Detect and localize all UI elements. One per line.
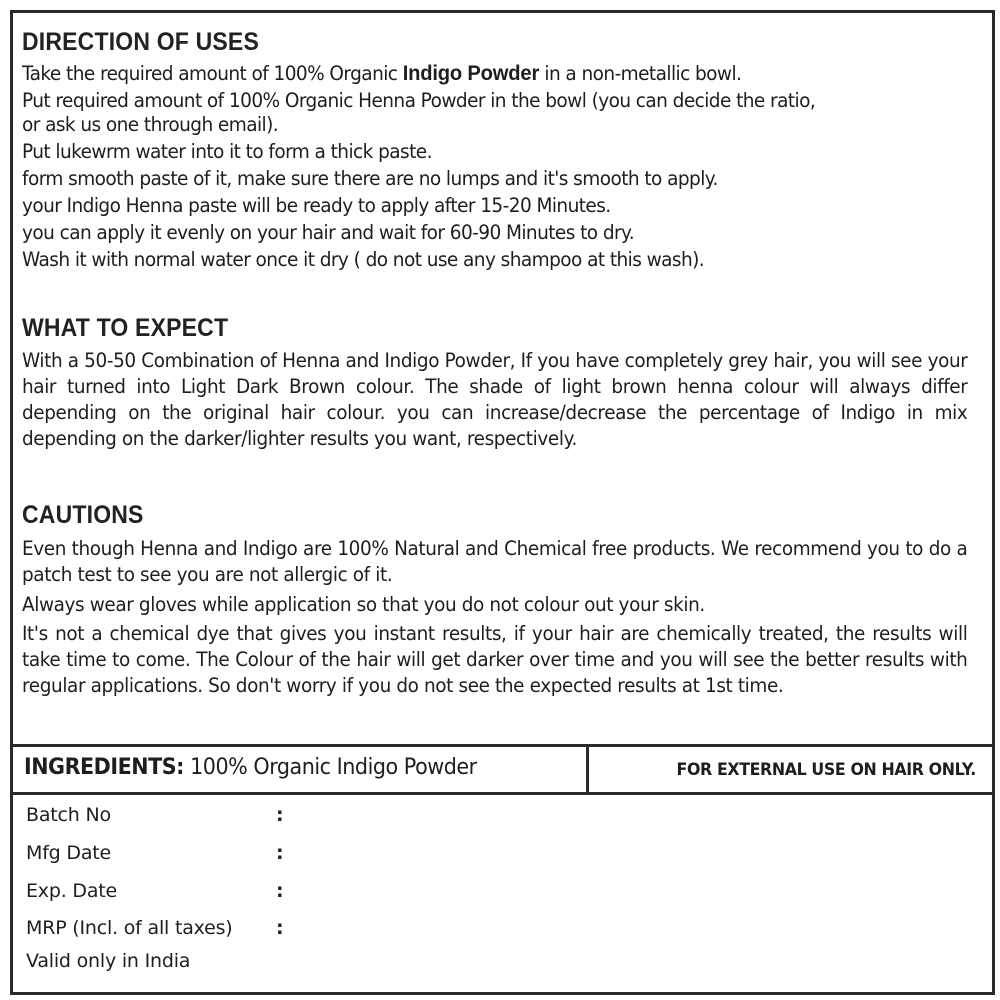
meta-field-mfg-date <box>26 842 284 864</box>
ingredients-value: 100% Organic Indigo Powder <box>183 755 477 780</box>
direction-line: Wash it with normal water once it dry ( do not use any shampoo at this wash). <box>22 248 705 271</box>
meta-field-exp-date <box>26 880 284 902</box>
divider <box>10 792 992 795</box>
expect-paragraph: With a 50-50 Combination of Henna and Indigo Powder, If you have completely grey hair, you will see your hair turned into Light Dark Brown colour. The shade of light brown henna colour will always differ depending on the original hair colour. you can increase/decrease the percentage of Indigo in mix depending on the darker/lighter results you want, respectively. <box>22 349 968 450</box>
vertical-divider <box>586 744 589 795</box>
direction-line-text: Take the required amount of 100% Organic <box>22 62 403 85</box>
meta-colon: : <box>276 917 284 939</box>
caution-item: Always wear gloves while application so that you do not colour out your skin. <box>22 593 705 616</box>
cautions-list <box>22 536 1000 699</box>
external-use-notice: FOR EXTERNAL USE ON HAIR ONLY. <box>676 760 976 780</box>
meta-colon: : <box>276 804 284 826</box>
direction-line: or ask us one through email). <box>22 113 279 136</box>
validity-note: Valid only in India <box>26 950 191 972</box>
ingredients <box>24 755 477 780</box>
direction-line: you can apply it evenly on your hair and wait for 60-90 Minutes to dry. <box>22 221 635 244</box>
meta-field-batch <box>26 804 284 826</box>
meta-colon: : <box>276 842 284 864</box>
meta-label: Batch No <box>26 804 111 826</box>
caution-item: Even though Henna and Indigo are 100% Natural and Chemical free products. We recommend you to do a patch test to see you are not allergic of it. <box>22 537 968 586</box>
product-name-emphasis: Indigo Powder <box>402 62 540 85</box>
meta-label: Mfg Date <box>26 842 111 864</box>
direction-line: Put required amount of 100% Organic Henna Powder in the bowl (you can decide the ratio, <box>22 89 816 112</box>
ingredients-label: INGREDIENTS: <box>24 755 184 780</box>
direction-line <box>22 62 815 86</box>
direction-line: form smooth paste of it, make sure there are no lumps and it's smooth to apply. <box>22 167 718 190</box>
divider <box>10 744 992 747</box>
direction-line: your Indigo Henna paste will be ready to apply after 15-20 Minutes. <box>22 194 611 217</box>
caution-item: It's not a chemical dye that gives you instant results, if your hair are chemically treated, the results will take time to come. The Colour of the hair will get darker over time and you will see the better results with regular applications. So don't worry if you do not see the expected results at 1st time. <box>22 622 968 697</box>
meta-label: MRP (Incl. of all taxes) <box>26 917 233 939</box>
meta-colon: : <box>276 880 284 902</box>
expect-heading: WHAT TO EXPECT <box>22 314 229 342</box>
direction-list <box>22 62 848 272</box>
direction-line-text: in a non-metallic bowl. <box>539 62 742 85</box>
meta-label: Exp. Date <box>26 880 118 902</box>
cautions-heading: CAUTIONS <box>22 501 144 529</box>
direction-heading: DIRECTION OF USES <box>22 28 259 56</box>
meta-field-mrp <box>26 917 284 939</box>
direction-line: Put lukewrm water into it to form a thick paste. <box>22 140 432 163</box>
